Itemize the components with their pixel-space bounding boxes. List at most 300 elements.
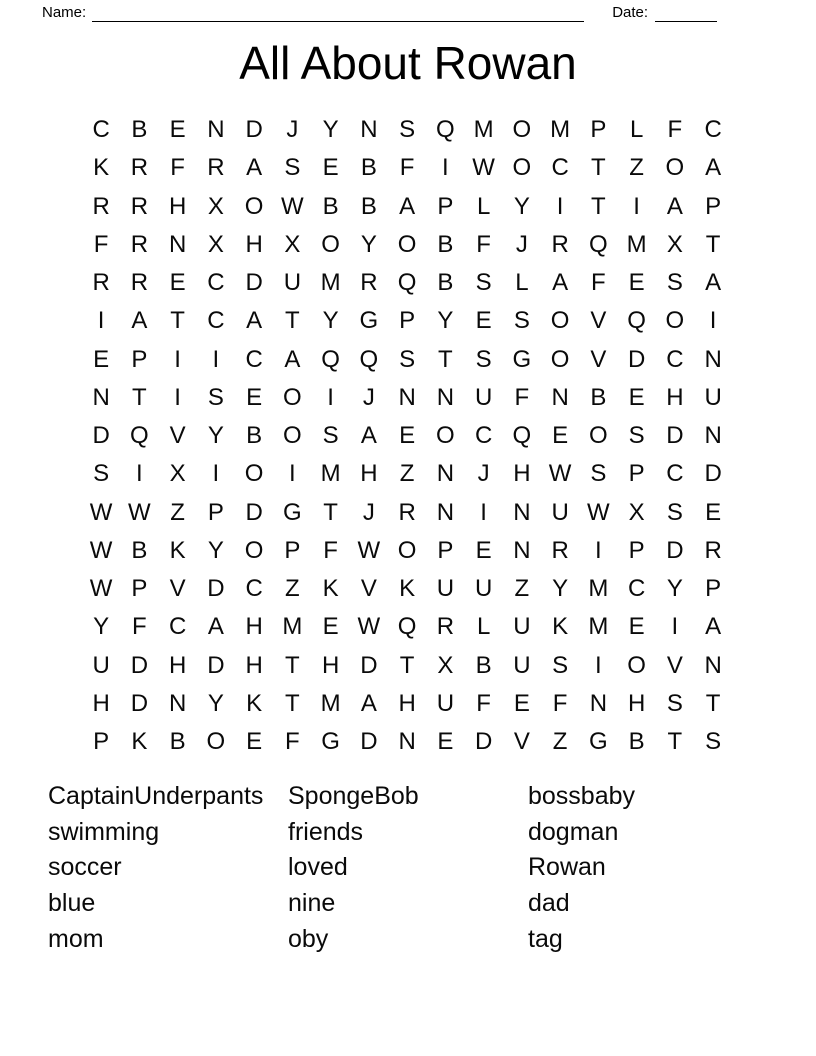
grid-letter: W	[89, 498, 113, 526]
grid-letter: R	[551, 536, 569, 564]
grid-letter: S	[552, 651, 569, 679]
grid-letter: V	[666, 651, 683, 679]
grid-letter: X	[207, 230, 224, 258]
grid-letter: N	[704, 651, 722, 679]
grid-letter: P	[437, 536, 454, 564]
grid-letter: Q	[436, 116, 455, 143]
grid-letter: F	[476, 689, 491, 717]
grid-letter: V	[169, 422, 186, 449]
grid-letter: V	[590, 345, 607, 373]
grid-letter: I	[97, 307, 105, 335]
grid-letter: S	[207, 383, 224, 411]
grid-letter: N	[398, 728, 416, 755]
grid-letter: U	[513, 651, 531, 679]
grid-letter: K	[131, 728, 148, 755]
grid-letter: T	[399, 651, 415, 679]
grid-letter: E	[552, 422, 569, 449]
grid-letter: T	[132, 383, 147, 411]
word-list-item: CaptainUnderpants	[48, 782, 264, 810]
grid-letter: I	[556, 192, 564, 220]
word-list-item: bossbaby	[528, 782, 636, 810]
grid-letter: O	[665, 154, 685, 182]
grid-letter: R	[130, 269, 149, 296]
header	[42, 1, 738, 22]
grid-letter: D	[360, 651, 378, 679]
grid-letter: D	[360, 728, 378, 755]
grid-letter: A	[360, 689, 377, 717]
grid-letter: I	[136, 460, 143, 488]
grid-letter: O	[321, 230, 340, 258]
grid-letter: D	[130, 689, 149, 717]
grid-letter: H	[168, 651, 187, 679]
grid-letter: M	[550, 116, 571, 143]
grid-letter: D	[207, 575, 225, 602]
grid-letter: I	[212, 345, 220, 373]
grid-letter: B	[246, 422, 263, 449]
grid-letter: T	[705, 230, 721, 258]
grid-letter: X	[666, 230, 683, 258]
grid-letter: S	[666, 269, 683, 296]
grid-letter: N	[436, 498, 455, 526]
grid-letter: P	[705, 575, 722, 602]
grid-letter: T	[170, 307, 185, 335]
grid-letter: V	[513, 728, 530, 755]
grid-letter: H	[245, 230, 263, 258]
word-list-column	[48, 779, 288, 957]
grid-letter: E	[628, 269, 645, 296]
grid-letter: F	[170, 154, 185, 182]
grid-letter: I	[174, 383, 181, 411]
grid-letter: Y	[513, 192, 530, 220]
grid-letter: N	[360, 116, 378, 143]
grid-letter: S	[475, 269, 492, 296]
grid-letter: U	[513, 613, 531, 641]
grid-letter: N	[92, 383, 110, 411]
grid-letter: E	[169, 116, 186, 143]
grid-letter: T	[438, 345, 453, 373]
grid-letter: E	[628, 613, 645, 641]
grid-letter: P	[628, 460, 645, 488]
grid-letter: P	[590, 116, 607, 143]
grid-letter: H	[666, 383, 684, 411]
grid-letter: X	[284, 230, 301, 258]
grid-letter: N	[704, 345, 722, 373]
grid-letter: I	[174, 345, 181, 373]
grid-letter: J	[286, 116, 299, 143]
grid-letter: L	[629, 116, 644, 143]
grid-letter: C	[168, 613, 187, 641]
grid-letter: D	[474, 728, 493, 755]
grid-letter: I	[595, 651, 602, 679]
grid-letter: Z	[552, 728, 568, 755]
grid-letter: D	[704, 460, 722, 488]
grid-letter: B	[628, 728, 645, 755]
grid-letter: F	[93, 230, 109, 258]
grid-letter: Q	[512, 422, 532, 449]
grid-letter: A	[705, 613, 722, 641]
grid-letter: Q	[359, 345, 379, 373]
grid-letter: R	[130, 154, 149, 182]
grid-letter: Y	[93, 613, 110, 641]
grid-letter: Q	[321, 345, 340, 373]
grid-letter: Z	[399, 460, 415, 488]
grid-letter: H	[398, 689, 416, 717]
grid-letter: R	[130, 230, 149, 258]
grid-letter: P	[284, 536, 301, 564]
grid-letter: D	[130, 651, 149, 679]
grid-letter: X	[207, 192, 224, 220]
grid-letter: Y	[322, 116, 339, 143]
grid-letter: T	[285, 689, 300, 717]
grid-letter: E	[322, 613, 339, 641]
grid-letter: X	[628, 498, 645, 526]
grid-letter: B	[437, 230, 454, 258]
grid-letter: U	[551, 498, 569, 526]
grid-letter: N	[589, 689, 608, 717]
name-blank-line	[92, 4, 584, 22]
grid-letter: I	[212, 460, 220, 488]
grid-letter: S	[513, 307, 530, 335]
grid-letter: W	[587, 498, 610, 526]
word-list-item: nine	[288, 889, 336, 918]
grid-letter: A	[666, 192, 683, 220]
word-list-item: blue	[48, 889, 96, 918]
grid-letter: Y	[666, 575, 683, 602]
word-list-item: dad	[528, 889, 570, 918]
grid-letter: H	[627, 689, 646, 717]
grid-letter: F	[285, 728, 300, 755]
grid-letter: P	[207, 498, 224, 526]
word-list-item: tag	[528, 924, 563, 953]
grid-letter: V	[360, 575, 377, 602]
grid-letter: L	[476, 192, 491, 220]
word-list-item: dogman	[528, 817, 619, 846]
puzzle-title: All About Rowan	[239, 37, 577, 89]
grid-letter: F	[514, 383, 530, 411]
grid-letter: W	[548, 460, 572, 488]
grid-letter: O	[665, 307, 685, 335]
grid-letter: O	[206, 728, 226, 755]
grid-letter: I	[709, 307, 717, 335]
grid-letter: W	[281, 192, 304, 220]
grid-letter: C	[666, 345, 684, 373]
grid-letter: T	[667, 728, 683, 755]
grid-letter: H	[168, 192, 187, 220]
word-list-item: swimming	[48, 817, 160, 846]
grid-letter: U	[92, 651, 110, 679]
grid-letter: S	[590, 460, 607, 488]
grid-letter: E	[437, 728, 454, 755]
grid-letter: S	[705, 728, 722, 755]
grid-letter: Z	[170, 498, 185, 526]
word-list-column	[288, 779, 528, 957]
grid-letter: I	[633, 192, 640, 220]
grid-letter: O	[436, 422, 455, 449]
grid-letter: A	[246, 154, 263, 182]
grid-letter: S	[666, 498, 683, 526]
grid-letter: H	[321, 651, 340, 679]
grid-letter: H	[360, 460, 378, 488]
grid-letter: C	[704, 116, 722, 143]
grid-letter: D	[245, 116, 263, 143]
grid-letter: S	[628, 422, 645, 449]
grid-letter: O	[550, 345, 570, 373]
grid-letter: O	[512, 116, 532, 143]
grid-letter: T	[705, 689, 721, 717]
grid-letter: E	[322, 154, 339, 182]
grid-letter: K	[552, 613, 569, 641]
grid-letter: D	[627, 345, 646, 373]
grid-letter: Y	[322, 307, 339, 335]
grid-letter: R	[704, 536, 722, 564]
grid-letter: L	[515, 269, 529, 296]
grid-letter: J	[362, 498, 375, 526]
grid-letter: M	[473, 116, 494, 143]
grid-letter: O	[244, 192, 264, 220]
grid-letter: D	[245, 498, 263, 526]
grid-letter: G	[321, 728, 340, 755]
grid-letter: A	[399, 192, 416, 220]
grid-letter: N	[398, 383, 416, 411]
word-list	[48, 779, 768, 957]
grid-letter: B	[590, 383, 607, 411]
grid-letter: A	[705, 154, 722, 182]
grid-letter: O	[627, 651, 646, 679]
grid-letter: B	[322, 192, 339, 220]
grid-letter: E	[93, 345, 110, 373]
grid-letter: U	[474, 575, 493, 602]
grid-letter: Q	[627, 307, 646, 335]
grid-letter: I	[671, 613, 679, 641]
grid-letter: K	[246, 689, 263, 717]
grid-letter: G	[283, 498, 302, 526]
grid-letter: B	[360, 192, 377, 220]
grid-letter: O	[550, 307, 570, 335]
grid-letter: C	[245, 345, 263, 373]
grid-letter: M	[282, 613, 303, 641]
grid-letter: R	[360, 269, 378, 296]
grid-letter: K	[169, 536, 186, 564]
grid-letter: N	[436, 460, 455, 488]
grid-letter: Y	[207, 536, 224, 564]
grid-letter: D	[666, 422, 684, 449]
grid-letter: X	[437, 651, 454, 679]
grid-letter: S	[93, 460, 110, 488]
grid-letter: S	[399, 345, 416, 373]
grid-letter: H	[245, 651, 263, 679]
grid-letter: A	[131, 307, 148, 335]
grid-letter: F	[399, 154, 415, 182]
date-blank-line	[655, 4, 717, 22]
grid-letter: W	[472, 154, 495, 182]
grid-letter: N	[168, 689, 187, 717]
grid-letter: Q	[589, 230, 608, 258]
grid-letter: A	[705, 269, 722, 296]
word-list-item: friends	[288, 817, 364, 846]
grid-letter: U	[436, 575, 455, 602]
grid-letter: C	[207, 307, 225, 335]
grid-letter: Q	[397, 269, 417, 296]
word-list-item: loved	[288, 853, 348, 882]
grid-letter: A	[207, 613, 224, 641]
grid-letter: P	[705, 192, 722, 220]
grid-letter: O	[589, 422, 608, 449]
grid-letter: A	[246, 307, 263, 335]
grid-letter: B	[131, 116, 148, 143]
grid-letter: C	[551, 154, 569, 182]
grid-letter: U	[474, 383, 493, 411]
grid-letter: P	[628, 536, 645, 564]
grid-letter: Y	[437, 307, 454, 335]
grid-letter: R	[207, 154, 225, 182]
grid-letter: M	[588, 575, 609, 602]
grid-letter: O	[244, 460, 264, 488]
grid-letter: T	[591, 154, 606, 182]
grid-letter: T	[323, 498, 338, 526]
grid-letter: U	[283, 269, 302, 296]
grid-letter: W	[89, 575, 113, 602]
grid-letter: E	[705, 498, 722, 526]
grid-letter: P	[131, 575, 148, 602]
grid-letter: R	[551, 230, 569, 258]
grid-letter: S	[475, 345, 492, 373]
grid-letter: D	[666, 536, 684, 564]
grid-letter: F	[667, 116, 683, 143]
grid-letter: N	[513, 536, 531, 564]
grid-letter: N	[436, 383, 455, 411]
grid-letter: B	[360, 154, 377, 182]
grid-letter: S	[399, 116, 416, 143]
grid-letter: N	[168, 230, 187, 258]
grid-letter: E	[169, 269, 186, 296]
grid-letter: D	[92, 422, 110, 449]
grid-letter: I	[289, 460, 296, 488]
grid-letter: R	[398, 498, 416, 526]
grid-letter: P	[399, 307, 416, 335]
grid-letter: G	[512, 345, 532, 373]
grid-letter: I	[327, 383, 334, 411]
grid-letter: X	[169, 460, 186, 488]
grid-letter: N	[513, 498, 531, 526]
grid-letter: F	[552, 689, 568, 717]
grid-letter: M	[588, 613, 609, 641]
grid-letter: Z	[629, 154, 644, 182]
grid-letter: Y	[360, 230, 377, 258]
grid-letter: J	[515, 230, 528, 258]
grid-letter: N	[207, 116, 225, 143]
grid-letter: N	[704, 422, 722, 449]
grid-letter: E	[513, 689, 530, 717]
grid-letter: V	[169, 575, 186, 602]
grid-letter: I	[480, 498, 487, 526]
grid-letter: H	[92, 689, 110, 717]
grid-letter: O	[244, 536, 264, 564]
grid-letter: A	[360, 422, 377, 449]
grid-letter: C	[207, 269, 225, 296]
grid-letter: P	[437, 192, 454, 220]
grid-letter: G	[589, 728, 608, 755]
grid-letter: Y	[552, 575, 569, 602]
grid-letter: T	[285, 651, 300, 679]
grid-letter: R	[92, 269, 110, 296]
grid-letter: V	[590, 307, 607, 335]
grid-letter: U	[704, 383, 722, 411]
grid-letter: F	[476, 230, 491, 258]
grid-letter: E	[246, 728, 263, 755]
grid-letter: G	[359, 307, 379, 335]
grid-letter: O	[397, 536, 417, 564]
grid-letter: F	[323, 536, 338, 564]
word-list-column	[528, 779, 768, 957]
grid-letter: D	[245, 269, 263, 296]
grid-letter: E	[475, 536, 492, 564]
grid-letter: O	[283, 383, 302, 411]
grid-letter: T	[591, 192, 606, 220]
grid-letter: C	[666, 460, 684, 488]
grid-letter: C	[245, 575, 263, 602]
grid-letter: L	[476, 613, 491, 641]
grid-letter: R	[436, 613, 455, 641]
grid-letter: I	[595, 536, 602, 564]
grid-letter: Q	[130, 422, 149, 449]
grid-letter: T	[285, 307, 300, 335]
grid-letter: K	[399, 575, 416, 602]
grid-letter: B	[131, 536, 148, 564]
grid-letter: E	[246, 383, 263, 411]
grid-letter: P	[93, 728, 110, 755]
grid-letter: W	[357, 613, 381, 641]
date-label: Date:	[612, 4, 649, 21]
grid-letter: D	[207, 651, 225, 679]
grid-letter: I	[442, 154, 449, 182]
word-list-item: Rowan	[528, 853, 606, 882]
grid-letter: H	[513, 460, 531, 488]
grid-letter: B	[169, 728, 186, 755]
grid-letter: P	[131, 345, 148, 373]
word-search-grid	[82, 111, 732, 761]
grid-letter: J	[477, 460, 490, 488]
grid-letter: R	[130, 192, 149, 220]
grid-letter: A	[284, 345, 301, 373]
grid-letter: Y	[207, 422, 224, 449]
grid-letter: O	[397, 230, 417, 258]
word-list-item: oby	[288, 924, 329, 953]
grid-letter: S	[666, 689, 683, 717]
grid-letter: S	[322, 422, 339, 449]
grid-letter: C	[92, 116, 110, 143]
grid-letter: C	[474, 422, 493, 449]
grid-letter: B	[437, 269, 454, 296]
grid-letter: H	[245, 613, 263, 641]
grid-letter: W	[89, 536, 113, 564]
grid-letter: J	[362, 383, 375, 411]
grid-letter: K	[322, 575, 339, 602]
grid-letter: S	[284, 154, 301, 182]
grid-letter: W	[128, 498, 151, 526]
grid-letter: U	[436, 689, 455, 717]
grid-letter: C	[627, 575, 646, 602]
grid-letter: E	[475, 307, 492, 335]
grid-letter: R	[92, 192, 110, 220]
grid-letter: B	[475, 651, 492, 679]
word-list-item: mom	[48, 924, 104, 953]
grid-letter: M	[626, 230, 647, 258]
grid-letter: Y	[207, 689, 224, 717]
grid-letter: Q	[397, 613, 417, 641]
grid-letter: A	[552, 269, 569, 296]
grid-letter: F	[132, 613, 147, 641]
grid-letter: Z	[285, 575, 300, 602]
